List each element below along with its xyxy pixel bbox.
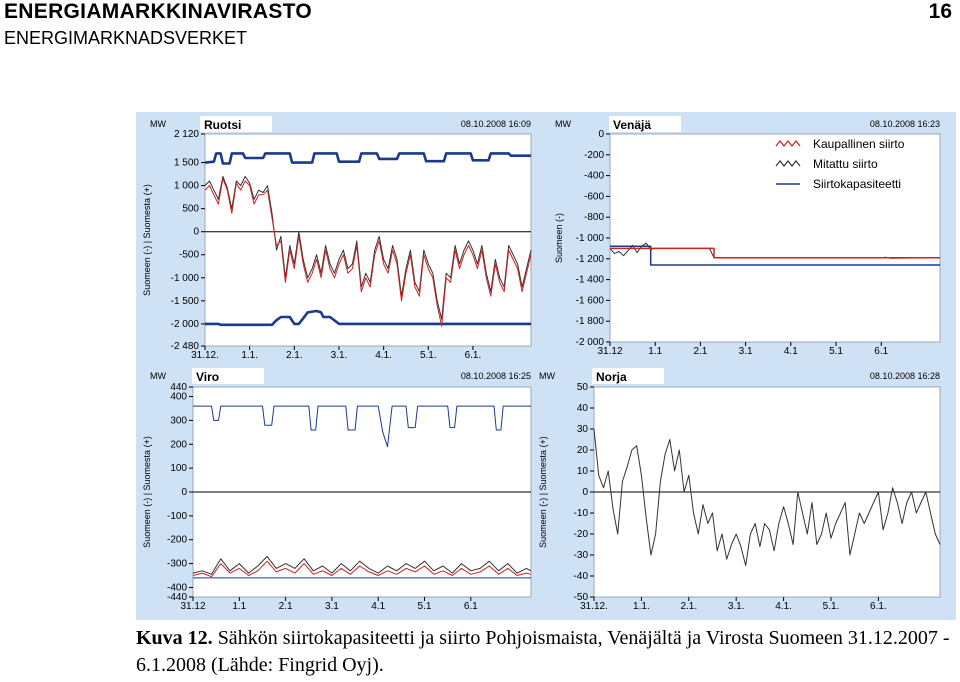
x-tick-label: 31.12 (597, 346, 623, 357)
x-tick-label: 31.12 (180, 601, 206, 612)
y-tick-label: -1 500 (170, 295, 199, 307)
chart-timestamp: 08.10.2008 16:23 (869, 119, 940, 129)
y-tick-label: 0 (181, 487, 187, 498)
y-tick-label: 0 (598, 129, 604, 140)
y-tick-label: 1 500 (173, 157, 199, 169)
legend-label: Mitattu siirto (813, 157, 878, 171)
x-tick-label: 4.1 (783, 346, 798, 357)
y-tick-label: 500 (182, 203, 199, 215)
y-axis-label: Suomeen (-) | Suomesta (+) (142, 436, 152, 548)
x-tick-label: 1.1. (633, 601, 650, 612)
y-tick-label: -100 (166, 510, 187, 522)
y-tick-label: -1 400 (575, 274, 604, 286)
x-tick-label: 3.1 (738, 346, 753, 357)
caption-label: Kuva 12. (136, 627, 213, 649)
chart-viro (142, 368, 531, 612)
x-tick-label: 5.1. (822, 601, 840, 612)
y-tick-label: 400 (170, 391, 187, 403)
y-tick-label: -1 600 (575, 295, 604, 307)
x-tick-label: 6.1 (874, 346, 889, 357)
y-tick-label: -10 (573, 508, 588, 519)
chart-timestamp: 08.10.2008 16:25 (460, 371, 531, 381)
chart-title: Norja (596, 370, 627, 384)
chart-title: Venäjä (613, 118, 652, 132)
x-tick-label: 5.1. (419, 350, 437, 361)
y-tick-label: -2 000 (170, 318, 199, 330)
y-tick-label: -1 200 (575, 253, 604, 265)
figure-caption (136, 625, 960, 679)
y-tick-label: 10 (576, 466, 588, 477)
x-tick-label: 4.1. (775, 601, 792, 612)
x-tick-label: 3.1. (330, 350, 348, 361)
transfer-charts (136, 112, 956, 620)
y-tick-label: -300 (166, 558, 187, 570)
agency-title-fi: ENERGIAMARKKINAVIRASTO (4, 0, 313, 23)
y-tick-label: 0 (582, 487, 588, 498)
x-tick-label: 1.1. (241, 350, 259, 361)
x-tick-label: 2.1 (278, 601, 293, 612)
x-tick-label: 2.1 (693, 346, 708, 357)
y-tick-label: -800 (583, 212, 604, 224)
chart-unit: MW (150, 371, 166, 381)
y-tick-label: -2 480 (170, 341, 199, 352)
y-tick-label: -600 (583, 191, 604, 203)
x-tick-label: 31.12. (191, 350, 219, 361)
y-axis-label: Suomeen (-) (554, 212, 564, 264)
x-tick-label: 2.1. (680, 601, 698, 612)
y-tick-label: 20 (576, 445, 588, 456)
figure-panel (136, 112, 956, 620)
x-tick-label: 1.1 (232, 601, 247, 612)
y-tick-label: 100 (170, 463, 187, 475)
chart-unit: MW (539, 371, 555, 381)
legend-label: Siirtokapasiteetti (813, 177, 902, 191)
y-tick-label: -440 (166, 592, 187, 603)
chart-timestamp: 08.10.2008 16:09 (460, 119, 531, 129)
y-tick-label: -40 (573, 571, 588, 582)
y-tick-label: -200 (166, 534, 187, 546)
x-tick-label: 31.12. (580, 601, 608, 612)
y-tick-label: -1 000 (575, 233, 604, 244)
y-tick-label: -20 (573, 529, 588, 540)
chart-timestamp: 08.10.2008 16:28 (869, 371, 940, 381)
chart-title: Ruotsi (204, 118, 242, 132)
y-tick-label: -1 000 (170, 272, 199, 284)
y-tick-label: 40 (576, 403, 588, 414)
x-tick-label: 6.1. (464, 350, 482, 361)
agency-title-sv: ENERGIMARKNADSVERKET (4, 28, 248, 48)
chart-unit: MW (555, 119, 571, 129)
y-tick-label: 200 (170, 439, 187, 451)
x-tick-label: 5.1 (829, 346, 843, 357)
plot-area (205, 134, 531, 346)
x-tick-label: 4.1 (371, 601, 386, 612)
y-tick-label: -50 (573, 592, 588, 603)
y-axis-label: Suomeen (-) | Suomesta (+) (538, 436, 548, 548)
y-tick-label: 440 (170, 382, 187, 393)
chart-norja (538, 368, 940, 612)
y-tick-label: 0 (193, 226, 199, 238)
y-tick-label: -400 (166, 582, 187, 594)
y-axis-label: Suomeen (-) | Suomesta (+) (142, 184, 152, 296)
legend-label: Kaupallinen siirto (813, 137, 905, 151)
y-tick-label: -400 (583, 170, 604, 182)
y-tick-label: 300 (170, 415, 187, 427)
chart-unit: MW (150, 119, 166, 129)
y-tick-label: 1 000 (173, 180, 199, 192)
plot-area (610, 134, 940, 342)
chart-ruotsi (142, 116, 531, 361)
caption-text: Sähkön siirtokapasiteetti ja siirto Pohjoismaista, Venäjältä ja Virosta Suomeen 31.12.2007 - 6.1.2008 (Lähde: Fingrid Oyj). (136, 627, 950, 676)
x-tick-label: 6.1. (870, 601, 887, 612)
x-tick-label: 4.1. (375, 350, 392, 361)
y-tick-label: 50 (576, 382, 588, 393)
x-tick-label: 1.1 (648, 346, 663, 357)
x-tick-label: 5.1 (417, 601, 432, 612)
x-tick-label: 3.1. (727, 601, 745, 612)
y-tick-label: -500 (178, 249, 199, 261)
y-tick-label: -200 (583, 149, 604, 161)
x-tick-label: 6.1 (463, 601, 478, 612)
chart-title: Viro (196, 370, 220, 384)
x-tick-label: 3.1 (324, 601, 339, 612)
page-number: 16 (928, 0, 952, 23)
x-tick-label: 2.1. (285, 350, 303, 361)
y-tick-label: 30 (576, 424, 588, 435)
y-tick-label: -30 (573, 550, 588, 561)
chart-venäjä (554, 116, 940, 357)
y-tick-label: -2 000 (575, 337, 604, 348)
y-tick-label: 2 120 (173, 129, 199, 140)
y-tick-label: -1 800 (575, 316, 604, 328)
